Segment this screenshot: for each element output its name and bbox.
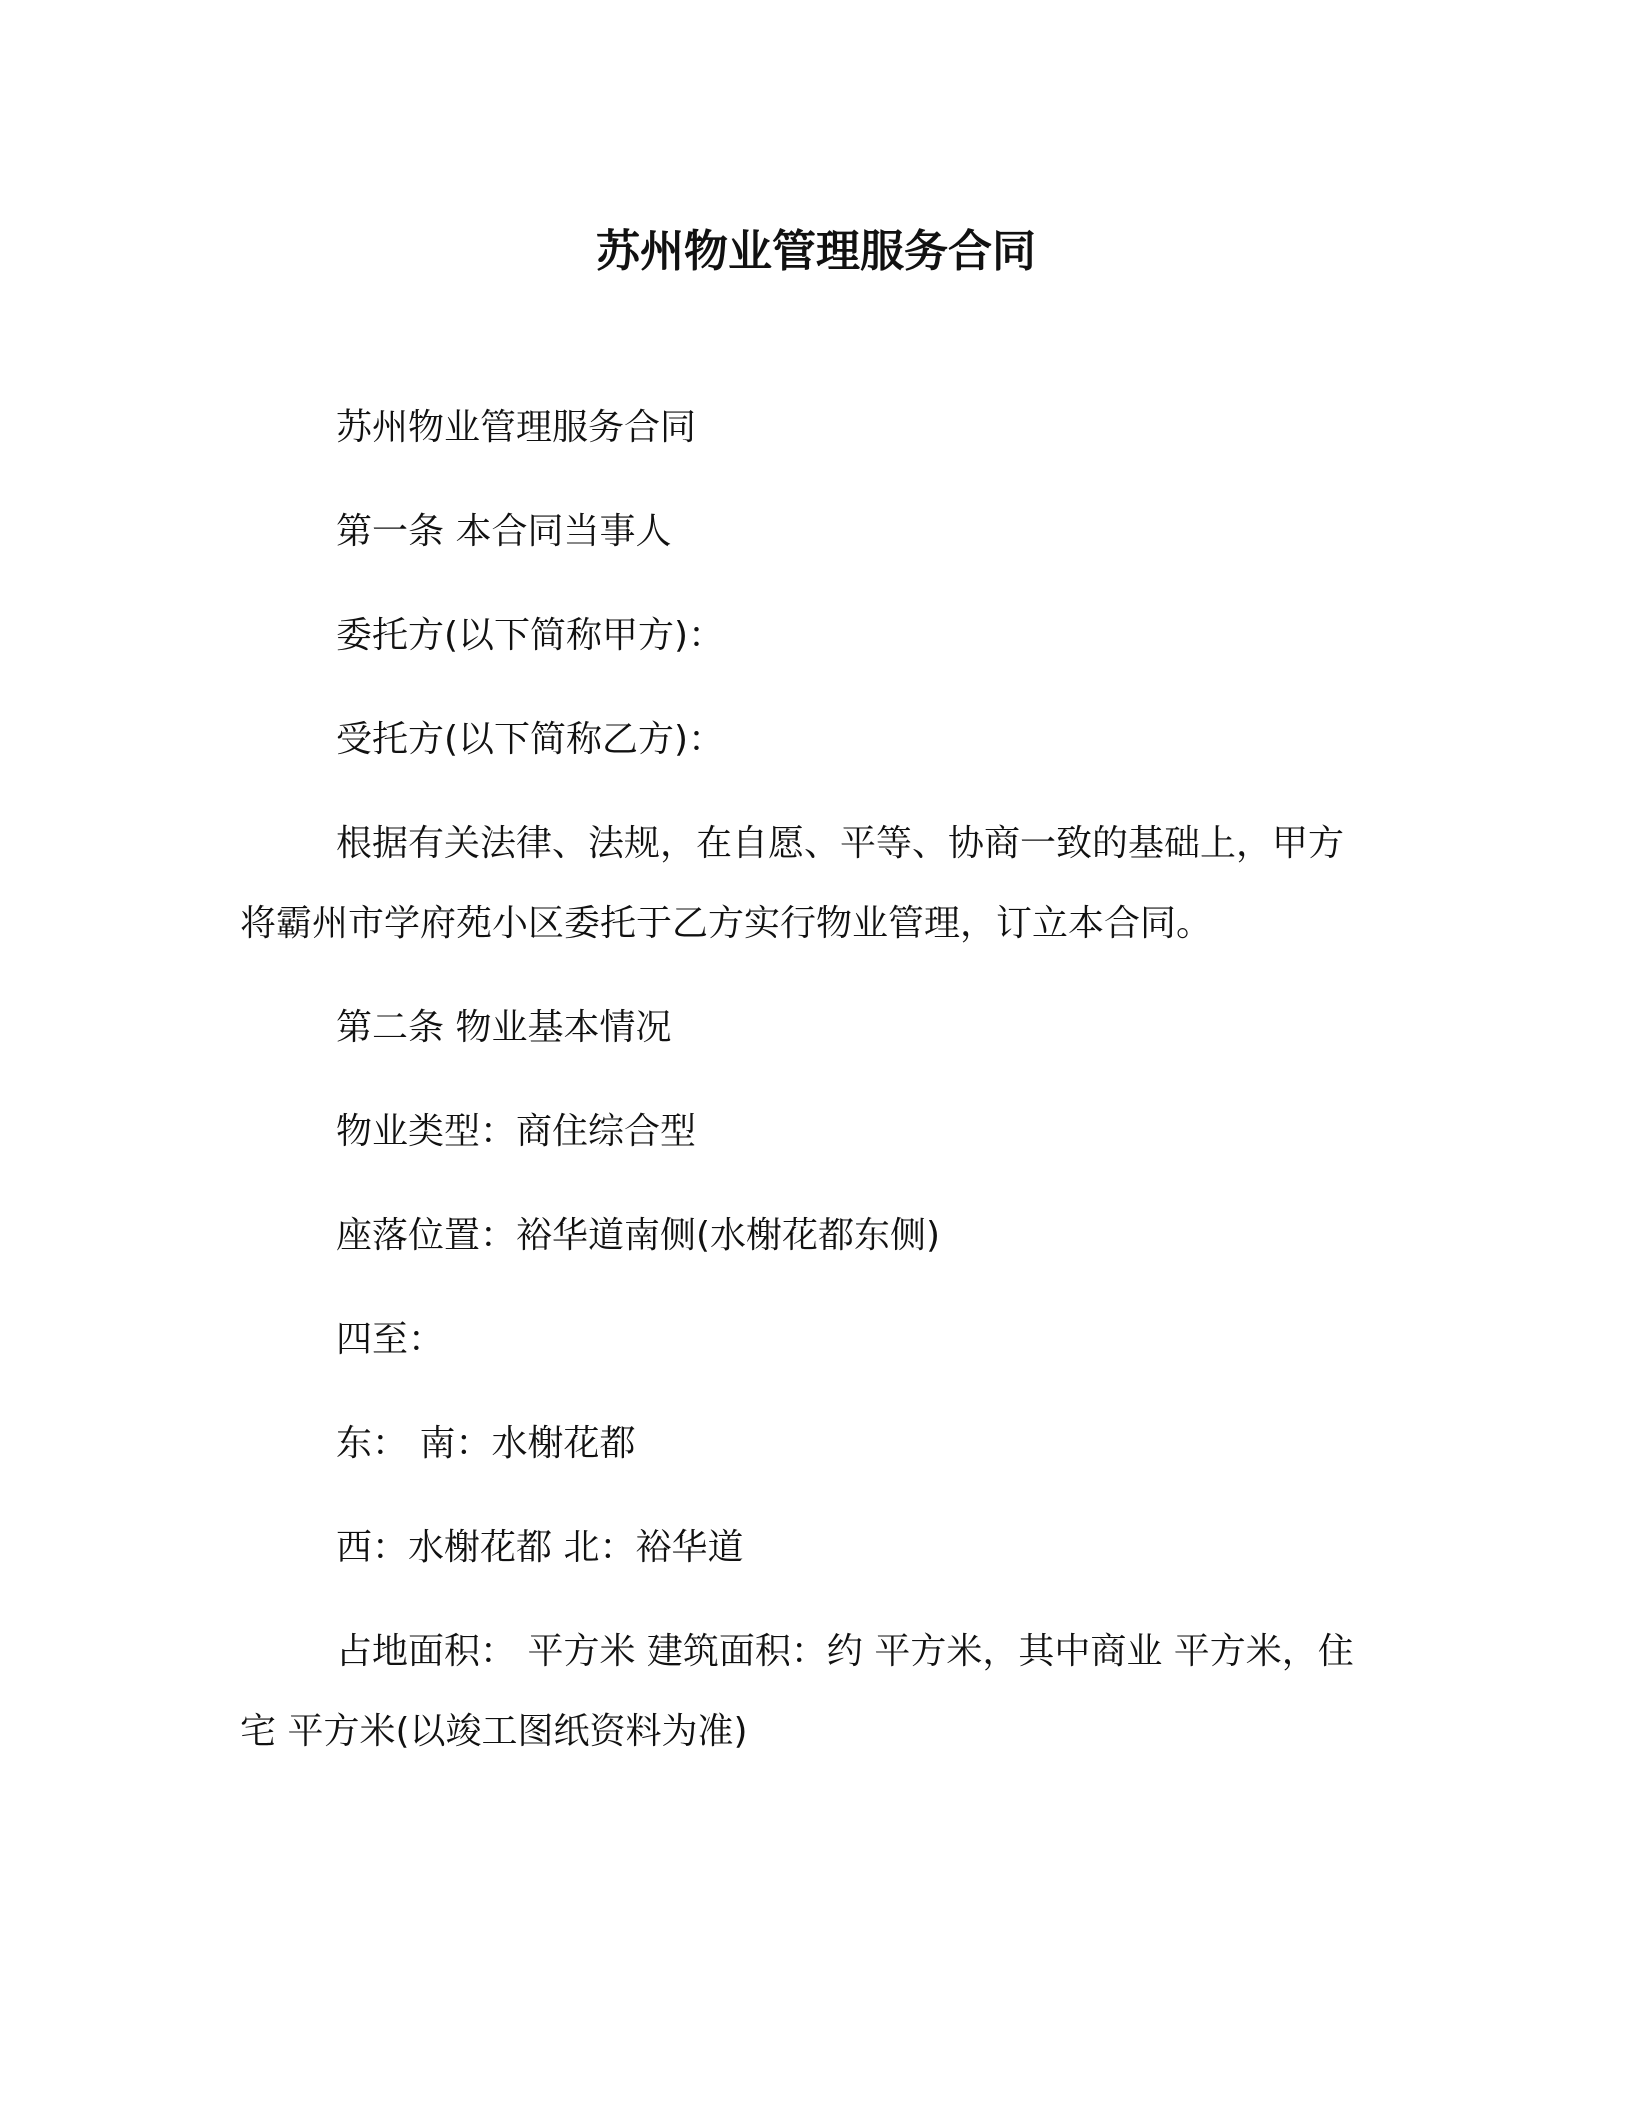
location-line: 座落位置：裕华道南侧(水榭花都东侧) bbox=[336, 1215, 941, 1256]
boundary-west-north: 西：水榭花都 北：裕华道 bbox=[336, 1527, 744, 1568]
property-type-line: 物业类型：商住综合型 bbox=[336, 1111, 697, 1152]
document-body bbox=[240, 388, 1368, 1796]
article-2-heading: 第二条 物业基本情况 bbox=[336, 1007, 672, 1048]
contract-heading: 苏州物业管理服务合同 bbox=[336, 407, 697, 448]
document-title: 苏州物业管理服务合同 bbox=[596, 226, 1036, 277]
area-paragraph: 占地面积： 平方米 建筑面积：约 平方米，其中商业 平方米，住宅 平方米(以竣工图纸资料为准) bbox=[240, 1631, 1354, 1752]
preamble-paragraph: 根据有关法律、法规，在自愿、平等、协商一致的基础上，甲方将霸州市学府苑小区委托于乙方实行物业管理，订立本合同。 bbox=[240, 823, 1345, 944]
article-1-heading: 第一条 本合同当事人 bbox=[336, 511, 672, 552]
boundary-east-south: 东： 南：水榭花都 bbox=[336, 1423, 636, 1464]
boundaries-label: 四至： bbox=[336, 1319, 445, 1360]
party-b-line: 受托方(以下简称乙方)： bbox=[336, 719, 725, 760]
party-a-line: 委托方(以下简称甲方)： bbox=[336, 615, 725, 656]
